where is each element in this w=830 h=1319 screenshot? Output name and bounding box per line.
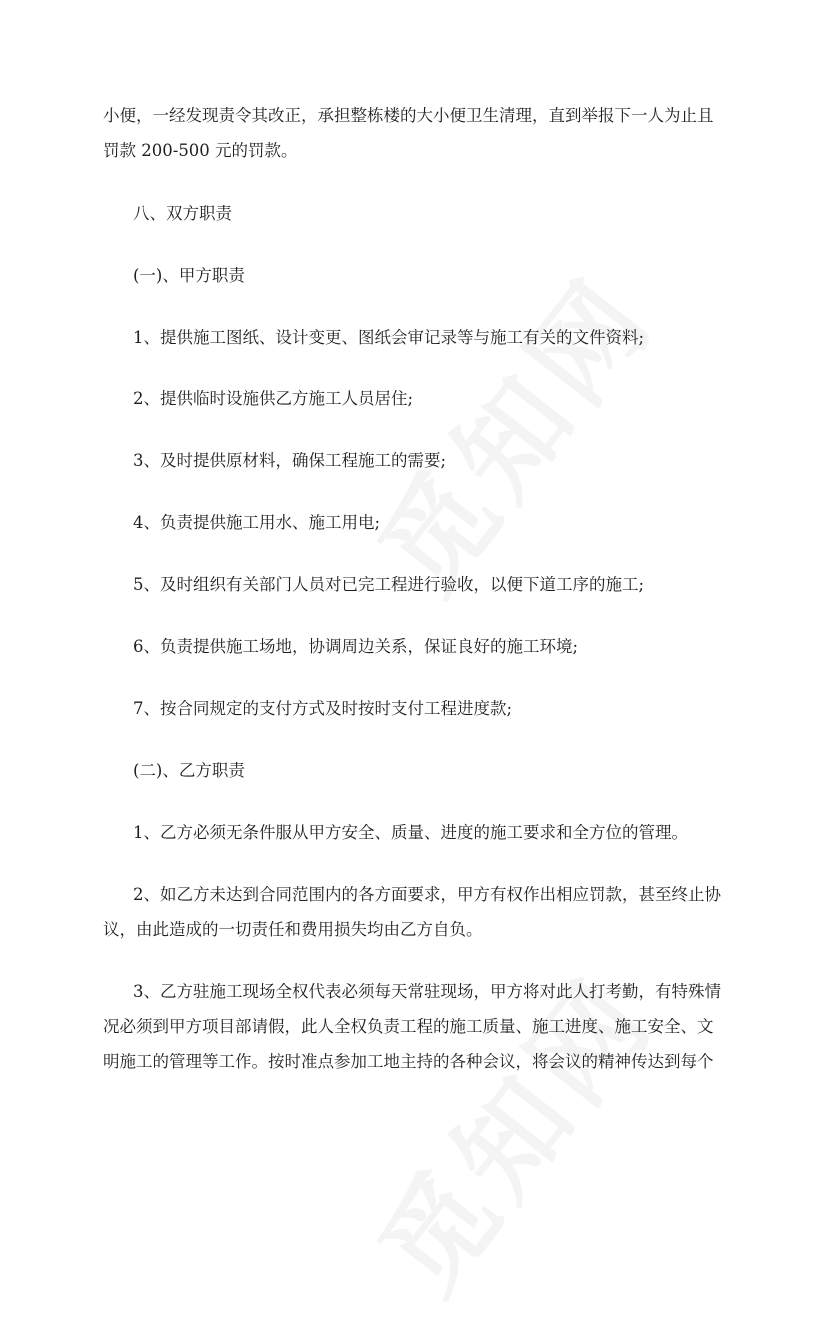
- list-item: 2、提供临时设施供乙方施工人员居住;: [133, 389, 414, 408]
- list-item: 3、乙方驻施工现场全权代表必须每天常驻现场，甲方将对此人打考勤，有特殊情: [133, 982, 721, 1001]
- paragraph-line: 罚款 200-500 元的罚款。: [103, 141, 298, 160]
- list-item: 6、负责提供施工场地，协调周边关系，保证良好的施工环境;: [133, 637, 579, 656]
- list-item: 1、乙方必须无条件服从甲方安全、质量、进度的施工要求和全方位的管理。: [133, 823, 688, 842]
- watermark: [337, 239, 683, 620]
- list-item-continuation: 议，由此造成的一切责任和费用损失均由乙方自负。: [103, 920, 483, 939]
- subsection-heading: (二)、乙方职责: [133, 761, 245, 780]
- list-item: 3、及时提供原材料，确保工程施工的需要;: [133, 451, 447, 470]
- list-item-continuation: 况必须到甲方项目部请假，此人全权负责工程的施工质量、施工进度、施工安全、文: [103, 1017, 714, 1036]
- list-item: 5、及时组织有关部门人员对已完工程进行验收，以便下道工序的施工;: [133, 575, 645, 594]
- section-heading: 八、双方职责: [133, 204, 232, 223]
- list-item: 2、如乙方未达到合同范围内的各方面要求，甲方有权作出相应罚款，甚至终止协: [133, 885, 721, 904]
- subsection-heading: (一)、甲方职责: [133, 266, 245, 285]
- list-item: 1、提供施工图纸、设计变更、图纸会审记录等与施工有关的文件资料;: [133, 328, 645, 347]
- list-item: 4、负责提供施工用水、施工用电;: [133, 513, 381, 532]
- list-item: 7、按合同规定的支付方式及时按时支付工程进度款;: [133, 699, 513, 718]
- paragraph-line: 小便，一经发现责令其改正，承担整栋楼的大小便卫生清理，直到举报下一人为止且: [103, 106, 714, 125]
- list-item-continuation: 明施工的管理等工作。按时准点参加工地主持的各种会议，将会议的精神传达到每个: [103, 1052, 714, 1071]
